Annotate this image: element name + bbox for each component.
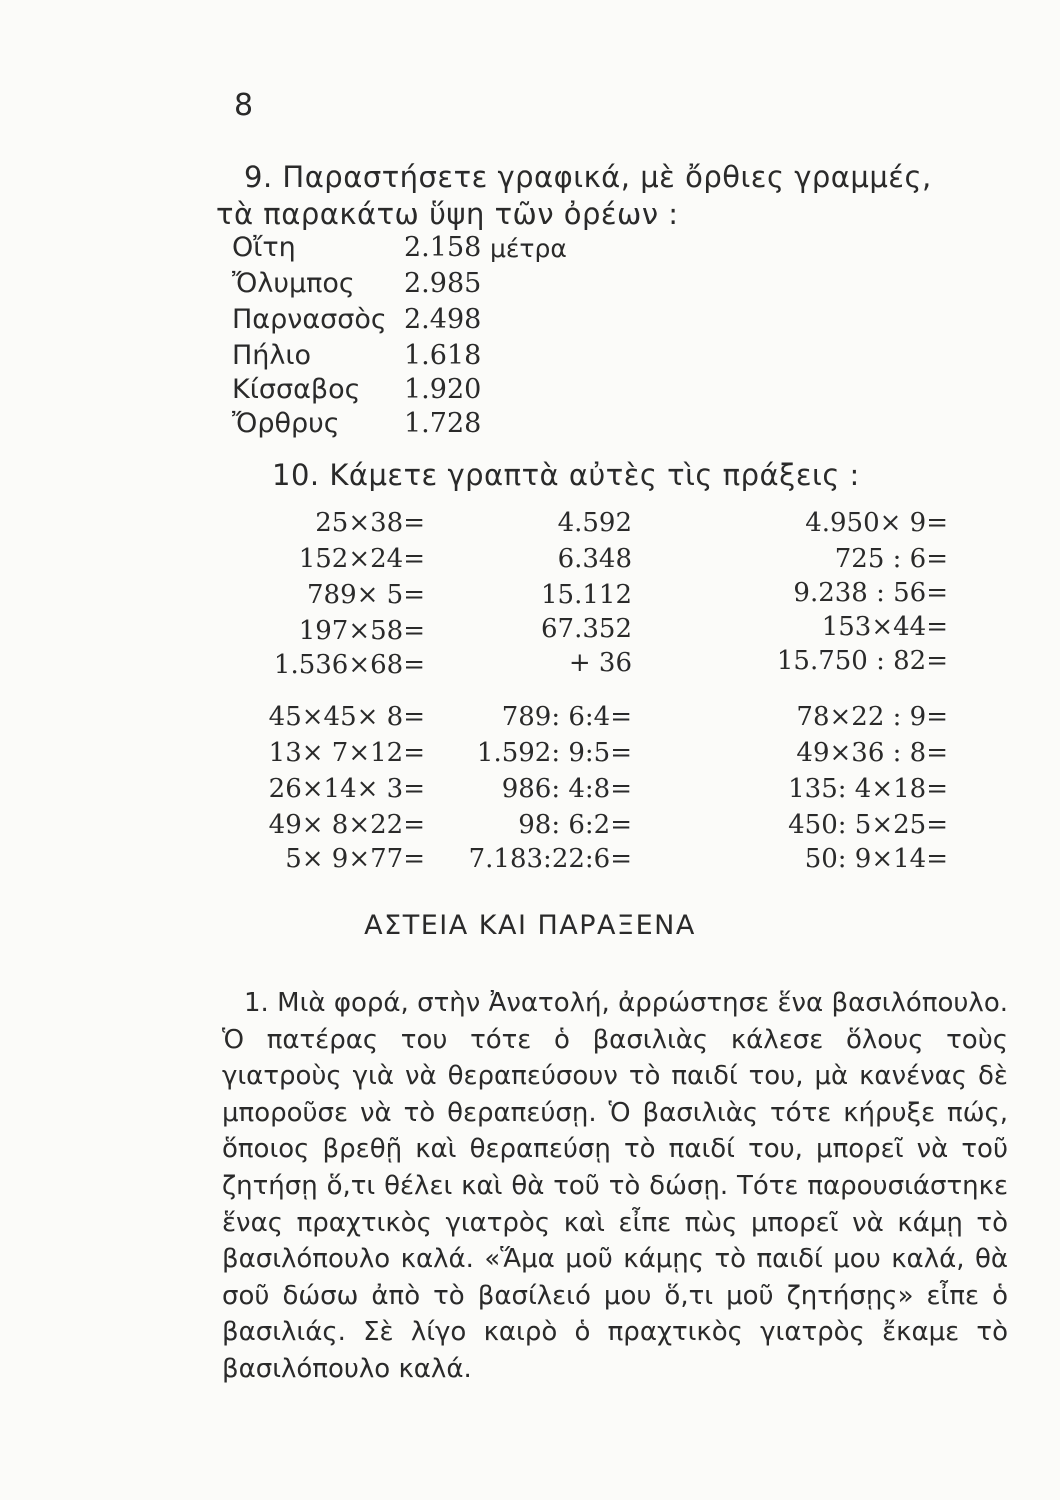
operation: 98: 6:2= bbox=[518, 810, 632, 840]
mountain-height: 2.158 bbox=[404, 232, 482, 263]
operation: 45×45× 8= bbox=[268, 702, 425, 732]
operation: 152×24= bbox=[298, 544, 425, 574]
operation: 15.750 : 82= bbox=[776, 646, 948, 676]
operation: + 36 bbox=[568, 648, 632, 678]
operation: 725 : 6= bbox=[834, 544, 948, 574]
mountain-name: Ὄρθρυς bbox=[232, 408, 340, 439]
operation: 26×14× 3= bbox=[268, 774, 425, 804]
operation: 1.536×68= bbox=[273, 650, 425, 680]
operation: 1.592: 9:5= bbox=[476, 738, 632, 768]
exercise-9-heading-line1: 9. Παραστήσετε γραφικά, μὲ ὄρθιες γραμμές, bbox=[244, 160, 932, 194]
operation: 9.238 : 56= bbox=[793, 578, 948, 608]
operation: 986: 4:8= bbox=[501, 774, 632, 804]
operation: 789× 5= bbox=[306, 580, 425, 610]
operation: 6.348 bbox=[557, 544, 632, 574]
mountain-name: Πήλιο bbox=[232, 340, 312, 371]
mountain-name: Κίσσαβος bbox=[232, 374, 361, 405]
operation: 15.112 bbox=[541, 580, 632, 610]
exercise-10-heading: 10. Κάμετε γραπτὰ αὐτὲς τὶς πράξεις : bbox=[272, 458, 860, 492]
operation: 78×22 : 9= bbox=[796, 702, 948, 732]
mountain-height: 1.618 bbox=[404, 340, 482, 371]
operation: 197×58= bbox=[298, 616, 425, 646]
operation: 135: 4×18= bbox=[788, 774, 948, 804]
operation: 49× 8×22= bbox=[268, 810, 425, 840]
mountain-height: 1.728 bbox=[404, 408, 482, 439]
mountain-height: 2.985 bbox=[404, 268, 482, 299]
height-unit: μέτρα bbox=[490, 234, 567, 263]
mountain-name: Οἴτη bbox=[232, 232, 296, 263]
operation: 4.950× 9= bbox=[805, 508, 948, 538]
operation: 153×44= bbox=[821, 612, 948, 642]
operation: 7.183:22:6= bbox=[468, 844, 632, 874]
mountain-name: Παρνασσὸς bbox=[232, 304, 387, 335]
mountain-height: 2.498 bbox=[404, 304, 482, 335]
operation: 5× 9×77= bbox=[285, 844, 425, 874]
operation: 67.352 bbox=[541, 614, 632, 644]
operation: 50: 9×14= bbox=[804, 844, 948, 874]
mountain-name: Ὄλυμπος bbox=[232, 268, 355, 299]
section-title: ΑΣΤΕΙΑ ΚΑΙ ΠΑΡΑΞΕΝΑ bbox=[364, 910, 696, 941]
operation: 789: 6:4= bbox=[501, 702, 632, 732]
operation: 450: 5×25= bbox=[788, 810, 948, 840]
operation: 13× 7×12= bbox=[268, 738, 425, 768]
page-number: 8 bbox=[234, 88, 254, 123]
mountain-height: 1.920 bbox=[404, 374, 482, 405]
story-paragraph: 1. Μιὰ φορά, στὴν Ἀνατολή, ἀρρώστησε ἕνα βασιλόπουλο. Ὁ πατέρας του τότε ὁ βασιλιὰς κάλεσε ὅλους τοὺς γιατροὺς γιὰ νὰ θεραπεύσουν τὸ παιδί του, μὰ κανένας δὲ μποροῦσε νὰ τὸ θεραπεύσῃ. Ὁ βασιλιὰς τότε κήρυξε πώς, ὅποιος βρεθῇ καὶ θεραπεύσῃ τὸ παιδί του, μπορεῖ νὰ τοῦ ζητήσῃ ὅ,τι θέλει καὶ θὰ τοῦ τὸ δώσῃ. Τότε παρουσιάστηκε ἕνας πραχτικὸς γιατρὸς καὶ εἶπε πὼς μπορεῖ νὰ κάμῃ τὸ βασιλόπουλο καλά. «Ἅμα μοῦ κάμῃς τὸ παιδί μου καλά, θὰ σοῦ δώσω ἀπὸ τὸ βασίλειό μου ὅ,τι μοῦ ζητήσῃς» εἶπε ὁ βασιλιάς. Σὲ λίγο καιρὸ ὁ πραχτικὸς γιατρὸς ἔκαμε τὸ βασιλόπουλο καλά. bbox=[222, 988, 1008, 1384]
operation: 25×38= bbox=[315, 508, 425, 538]
operation: 49×36 : 8= bbox=[796, 738, 948, 768]
operation: 4.592 bbox=[557, 508, 632, 538]
exercise-9-heading-line2: τὰ παρακάτω ὕψη τῶν ὀρέων : bbox=[216, 197, 679, 231]
